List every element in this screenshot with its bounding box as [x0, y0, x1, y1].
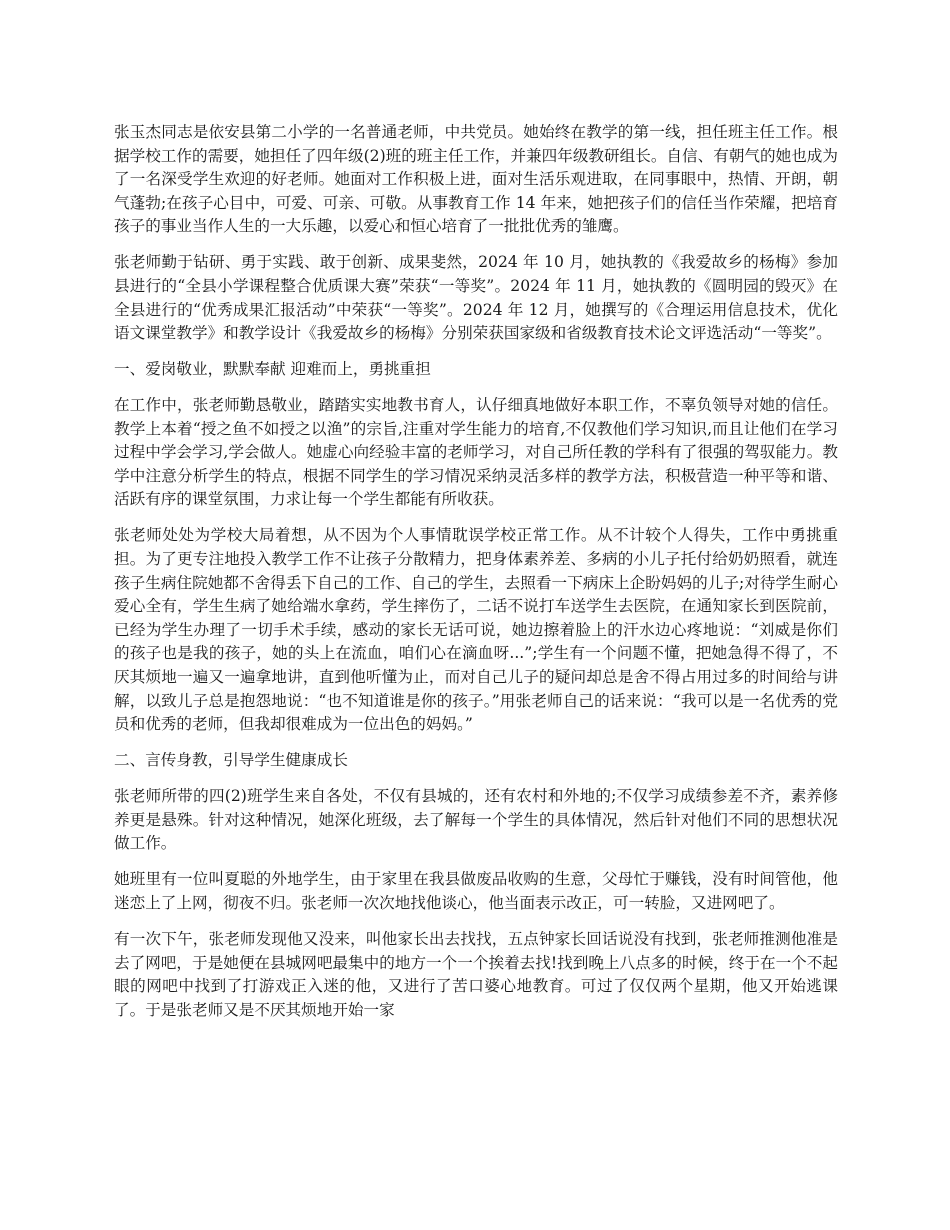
achievements-paragraph: 张老师勤于钻研、勇于实践、敢于创新、成果斐然，2024 年 10 月，她执教的《我爱故乡的杨梅》参加县进行的“全县小学课程整合优质课大赛”荣获“一等奖”。2024 年 11 月，她执教的《圆明园的毁灭》在全县进行的“优秀成果汇报活动”中荣获“一等奖”。2024 年 12 月，她撰写的《合理运用信息技术，优化语文课堂教学》和教学设计《我爱故乡的杨梅》分别荣获国家级和省级教育技术论文评选活动“一等奖”。 — [114, 253, 838, 343]
class-paragraph: 张老师所带的四(2)班学生来自各处，不仅有县城的，还有农村和外地的;不仅学习成绩参差不齐，素养修养更是悬殊。针对这种情况，她深化班级，去了解每一个学生的具体情况，然后针对他们不同的思想状况做工作。 — [114, 787, 838, 853]
section-heading-2: 二、言传身教，引导学生健康成长 — [114, 751, 348, 770]
intro-paragraph: 张玉杰同志是依安县第二小学的一名普通老师，中共党员。她始终在教学的第一线，担任班主任工作。根据学校工作的需要，她担任了四年级(2)班的班主任工作，并兼四年级教研组长。自信、有朝气的她也成为了一名深受学生欢迎的好老师。她面对工作积极上进，面对生活乐观进取，在同事眼中，热情、开朗，朝气蓬勃;在孩子心目中，可爱、可亲、可敬。从事教育工作 14 年来，她把孩子们的信任当作荣耀，把培育孩子的事业当作人生的一大乐趣，以爱心和恒心培育了一批批优秀的雏鹰。 — [114, 123, 838, 236]
search-story-paragraph: 有一次下午，张老师发现他又没来，叫他家长出去找找，五点钟家长回话说没有找到，张老师推测他准是去了网吧，于是她便在县城网吧最集中的地方一个一个挨着去找!找到晚上八点多的时候，终于在一个不起眼的网吧中找到了打游戏正入迷的他，又进行了苦口婆心地教育。可过了仅仅两个星期，他又开始逃课了。于是张老师又是不厌其烦地开始一家 — [114, 929, 838, 1019]
dedication-paragraph: 在工作中，张老师勤恳敬业，踏踏实实地教书育人，认仔细真地做好本职工作，不辜负领导对她的信任。教学上本着“授之鱼不如授之以渔”的宗旨,注重对学生能力的培育,不仅教他们学习知识,而且让他们在学习过程中学会学习,学会做人。她虚心向经验丰富的老师学习，对自己所任教的学科有了很强的驾驭能力。教学中注意分析学生的特点，根据不同学生的学习情况采纳灵活多样的教学方法，积极营造一种平等和谐、活跃有序的课堂氛围，力求让每一个学生都能有所收获。 — [114, 396, 838, 509]
document-body — [114, 121, 838, 1035]
section-heading-1: 一、爱岗敬业，默默奉献 迎难而上，勇挑重担 — [114, 360, 431, 379]
sacrifice-paragraph: 张老师处处为学校大局着想，从不因为个人事情耽误学校正常工作。从不计较个人得失，工作中勇挑重担。为了更专注地投入教学工作不让孩子分散精力，把身体素养差、多病的小儿子托付给奶奶照看，就连孩子生病住院她都不舍得丢下自己的工作、自己的学生，去照看一下病床上企盼妈妈的儿子;对待学生耐心爱心全有，学生生病了她给端水拿药，学生摔伤了，二话不说打车送学生去医院，在通知家长到医院前，已经为学生办理了一切手术手续，感动的家长无话可说，她边擦着脸上的汗水边心疼地说：“刘威是你们的孩子也是我的孩子，她的头上在流血，咱们心在滴血呀...”;学生有一个问题不懂，把她急得不得了，不厌其烦地一遍又一遍拿地讲，直到他听懂为止，而对自己儿子的疑问却总是舍不得占用过多的时间给与讲解，以致儿子总是抱怨地说：“也不知道谁是你的孩子。”用张老师自己的话来说：“我可以是一名优秀的党员和优秀的老师，但我却很难成为一位出色的妈妈。” — [114, 526, 838, 734]
student-story-paragraph: 她班里有一位叫夏聪的外地学生，由于家里在我县做废品收购的生意，父母忙于赚钱，没有时间管他，他迷恋上了上网，彻夜不归。张老师一次次地找他谈心，他当面表示改正，可一转脸，又进网吧了。 — [114, 870, 838, 912]
